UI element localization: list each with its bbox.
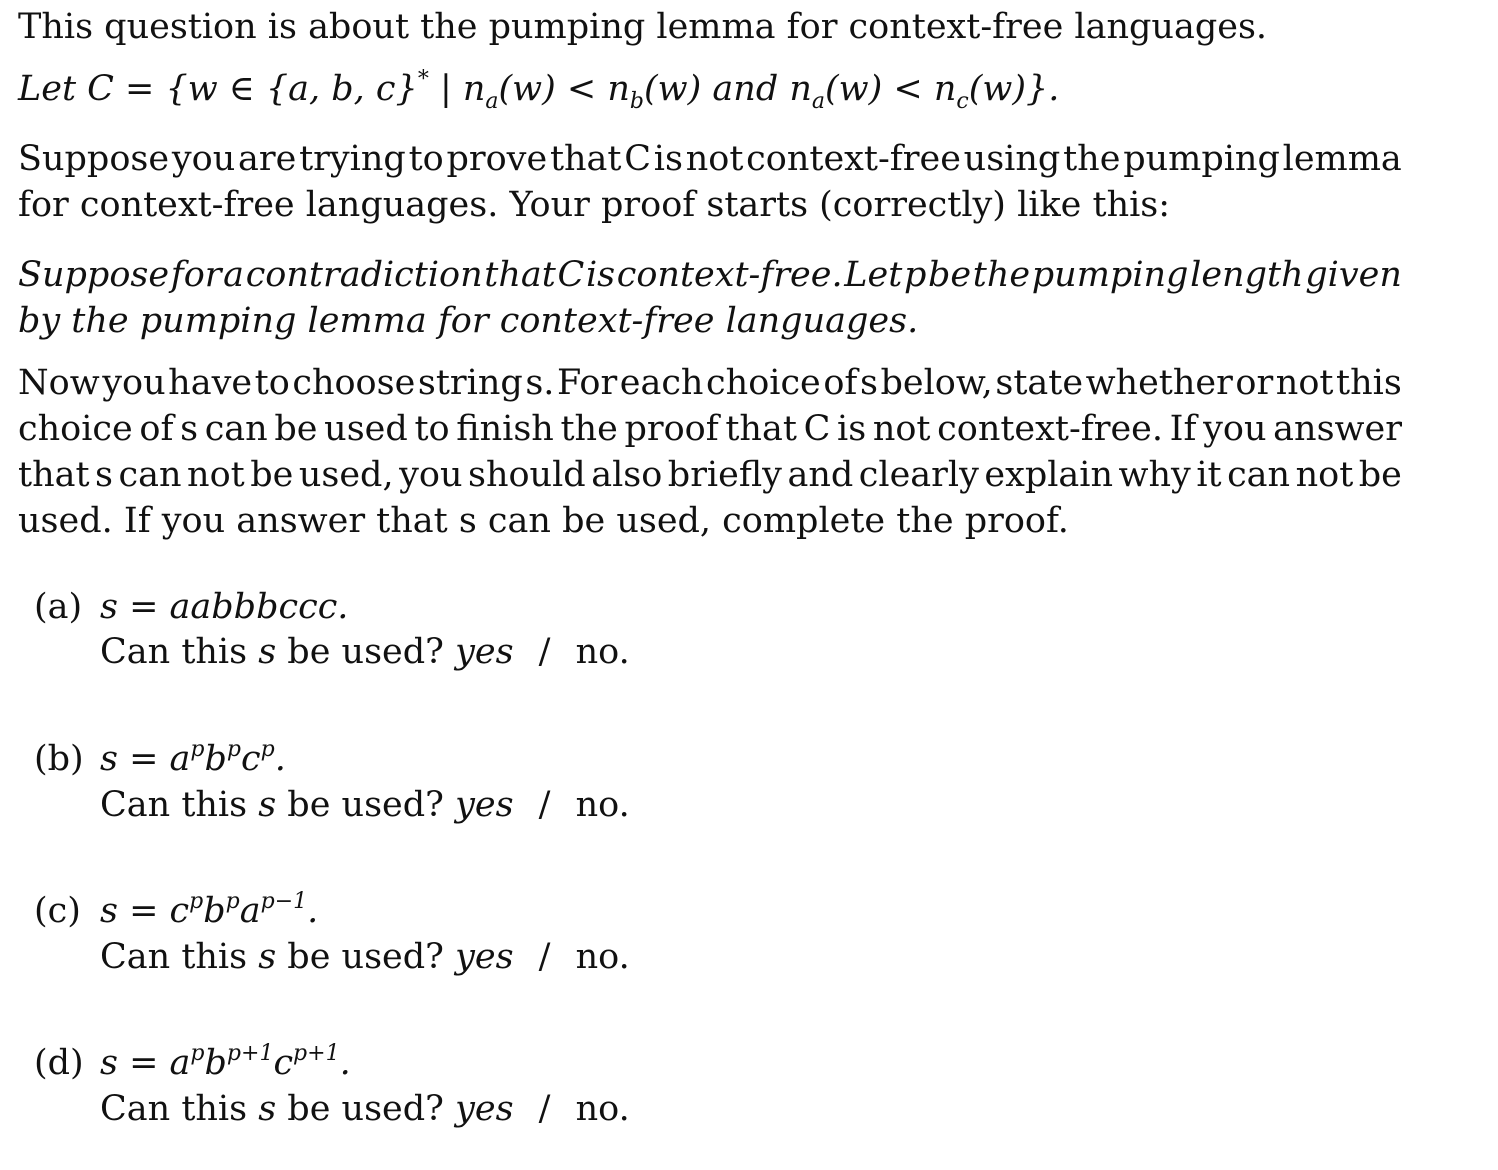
- yes-option[interactable]: yes: [455, 632, 514, 672]
- para2-line2: [18, 409, 1402, 449]
- item-c-e3: p−1: [260, 889, 308, 914]
- word: you: [102, 363, 166, 403]
- question-prefix: Can this: [100, 785, 259, 825]
- word: is: [585, 255, 616, 295]
- word: can: [118, 455, 182, 495]
- yes-option[interactable]: yes: [455, 1089, 514, 1129]
- item-b-e2: p: [226, 737, 242, 762]
- def-tail: (w)}.: [968, 69, 1060, 109]
- item-c-p3: a: [239, 891, 261, 931]
- word: be: [274, 409, 318, 449]
- def-mid2: (w) < n: [498, 69, 630, 109]
- word: is: [837, 409, 867, 449]
- word: the: [972, 255, 1031, 295]
- para1-line1: [18, 139, 1402, 179]
- word: have: [168, 363, 253, 403]
- item-c-end: .: [307, 891, 319, 931]
- word: whether: [1085, 363, 1233, 403]
- word: not: [872, 409, 931, 449]
- question-prefix: Can this: [100, 937, 259, 977]
- question-var: s: [258, 937, 277, 977]
- item-a-s-prefix: s =: [100, 587, 170, 627]
- word: choice: [18, 409, 133, 449]
- choice-slash: /: [538, 785, 551, 825]
- word: you: [1203, 409, 1267, 449]
- word: of: [139, 409, 174, 449]
- question-var: s: [258, 1089, 277, 1129]
- word: used,: [298, 455, 394, 495]
- def-mid3: (w) and n: [644, 69, 812, 109]
- word: C: [803, 409, 831, 449]
- item-b-e3: p: [260, 737, 275, 762]
- yes-option[interactable]: yes: [455, 937, 514, 977]
- item-b-p3: c: [241, 739, 261, 779]
- intro-line: This question is about the pumping lemma for context-free languages.: [18, 7, 1268, 47]
- word: pumping: [1031, 255, 1189, 295]
- word: briefly: [667, 455, 782, 495]
- item-b-s-prefix: s =: [100, 739, 170, 779]
- word: answer: [1273, 409, 1402, 449]
- word: can: [204, 409, 268, 449]
- word: given: [1305, 255, 1402, 295]
- item-d-e1: p: [190, 1041, 205, 1066]
- word: clearly: [858, 455, 979, 495]
- language-definition: [18, 67, 1060, 114]
- item-b-label: (b): [34, 739, 84, 779]
- item-b-question: [100, 785, 630, 825]
- item-c-p2: b: [203, 891, 226, 931]
- word: not: [685, 139, 744, 179]
- no-option[interactable]: no.: [575, 937, 630, 977]
- item-c-p1: c: [169, 891, 190, 931]
- item-b-p1: a: [169, 739, 191, 779]
- no-option[interactable]: no.: [575, 785, 630, 825]
- item-d-p1: a: [169, 1043, 191, 1083]
- item-d-label: (d): [34, 1043, 84, 1083]
- word: C: [557, 255, 585, 295]
- word: not: [1295, 455, 1354, 495]
- word: trying: [299, 139, 406, 179]
- word: not: [187, 455, 245, 495]
- choice-slash: /: [538, 937, 551, 977]
- word: context-free.: [937, 409, 1164, 449]
- word: pumping: [1123, 139, 1280, 179]
- word: to: [254, 363, 290, 403]
- item-d-e2: p+1: [226, 1041, 274, 1066]
- word: be: [928, 255, 972, 295]
- def-sub-a1: a: [485, 89, 499, 114]
- word: you: [171, 139, 236, 179]
- question-var: s: [258, 632, 277, 672]
- item-c-e2: p: [225, 889, 240, 914]
- word: be: [250, 455, 294, 495]
- question-var: s: [258, 785, 277, 825]
- word: lemma: [1282, 139, 1402, 179]
- def-lead: Let C = {w ∈ {a, b, c}: [18, 69, 418, 109]
- yes-option[interactable]: yes: [455, 785, 514, 825]
- para2-line4: used. If you answer that s can be used, complete the proof.: [18, 501, 1069, 541]
- no-option[interactable]: no.: [575, 1089, 630, 1129]
- question-suffix: be used?: [276, 785, 444, 825]
- word: the: [560, 409, 618, 449]
- item-c-label: (c): [34, 891, 81, 931]
- para2-line1: [18, 363, 1402, 403]
- word: or: [1235, 363, 1274, 403]
- word: also: [591, 455, 663, 495]
- item-c-s-prefix: s =: [100, 891, 170, 931]
- item-d-question: [100, 1089, 630, 1129]
- item-a-label: (a): [34, 587, 83, 627]
- item-d-string: [100, 1041, 351, 1083]
- question-suffix: be used?: [276, 937, 444, 977]
- word: the: [1063, 139, 1121, 179]
- proof-start-line1: [18, 255, 1402, 295]
- word: using: [963, 139, 1061, 179]
- word: choice: [706, 363, 821, 403]
- word: that: [725, 409, 797, 449]
- word: If: [1169, 409, 1197, 449]
- item-d-e3: p+1: [293, 1041, 340, 1066]
- word: it: [1196, 455, 1222, 495]
- word: you: [399, 455, 463, 495]
- word: Now: [18, 363, 100, 403]
- word: state: [995, 363, 1084, 403]
- word: C: [624, 139, 652, 179]
- word: used: [324, 409, 408, 449]
- item-c-question: [100, 937, 630, 977]
- word: can: [1227, 455, 1291, 495]
- word: are: [238, 139, 297, 179]
- word: string: [417, 363, 523, 403]
- word: Suppose: [18, 255, 170, 295]
- word: that: [18, 455, 90, 495]
- no-option[interactable]: no.: [575, 632, 630, 672]
- def-sub-a2: a: [811, 89, 826, 114]
- def-sub-b: b: [629, 89, 645, 114]
- def-star: *: [417, 67, 429, 92]
- item-b-e1: p: [190, 737, 205, 762]
- word: that: [549, 139, 622, 179]
- item-d-end: .: [339, 1043, 351, 1083]
- def-mid4: (w) < n: [825, 69, 957, 109]
- item-d-s-prefix: s =: [100, 1043, 170, 1083]
- word: for: [170, 255, 222, 295]
- word: context-free.: [616, 255, 843, 295]
- word: to: [408, 139, 444, 179]
- word: proof: [624, 409, 719, 449]
- proof-start-line2: by the pumping lemma for context-free languages.: [18, 301, 919, 341]
- item-d-p3: c: [273, 1043, 294, 1083]
- def-mid1: | n: [428, 69, 486, 109]
- word: should: [467, 455, 586, 495]
- choice-slash: /: [538, 1089, 551, 1129]
- para1-line2: for context-free languages. Your proof starts (correctly) like this:: [18, 185, 1171, 225]
- word: below,: [880, 363, 993, 403]
- word: finish: [456, 409, 554, 449]
- choice-slash: /: [538, 632, 551, 672]
- item-c-string: [100, 889, 319, 931]
- item-c-e1: p: [189, 889, 204, 914]
- word: For: [557, 363, 618, 403]
- para2-line3: [18, 455, 1402, 495]
- def-sub-c: c: [956, 89, 969, 114]
- word: p: [903, 255, 927, 295]
- item-a-question: [100, 632, 630, 672]
- word: s: [180, 409, 199, 449]
- item-b-string: [100, 737, 286, 779]
- question-prefix: Can this: [100, 632, 259, 672]
- item-a-value: aabbbccc.: [169, 587, 349, 627]
- word: Let: [844, 255, 903, 295]
- word: contradiction: [245, 255, 483, 295]
- question-suffix: be used?: [276, 1089, 444, 1129]
- word: a: [223, 255, 245, 295]
- word: s: [95, 455, 114, 495]
- word: not: [1275, 363, 1334, 403]
- word: prove: [446, 139, 548, 179]
- word: of: [823, 363, 858, 403]
- word: context-free: [746, 139, 961, 179]
- word: to: [414, 409, 450, 449]
- item-a-string: [100, 587, 349, 627]
- word: each: [619, 363, 704, 403]
- word: why: [1118, 455, 1191, 495]
- word: length: [1190, 255, 1304, 295]
- word: be: [1358, 455, 1402, 495]
- word: choose: [292, 363, 416, 403]
- word: this: [1336, 363, 1402, 403]
- item-b-end: .: [274, 739, 286, 779]
- item-d-p2: b: [204, 1043, 227, 1083]
- word: that: [484, 255, 556, 295]
- word: Suppose: [18, 139, 170, 179]
- question-suffix: be used?: [276, 632, 444, 672]
- word: and: [787, 455, 854, 495]
- item-b-p2: b: [204, 739, 227, 779]
- word: s.: [525, 363, 555, 403]
- word: is: [653, 139, 683, 179]
- word: s: [859, 363, 878, 403]
- word: explain: [984, 455, 1114, 495]
- question-prefix: Can this: [100, 1089, 259, 1129]
